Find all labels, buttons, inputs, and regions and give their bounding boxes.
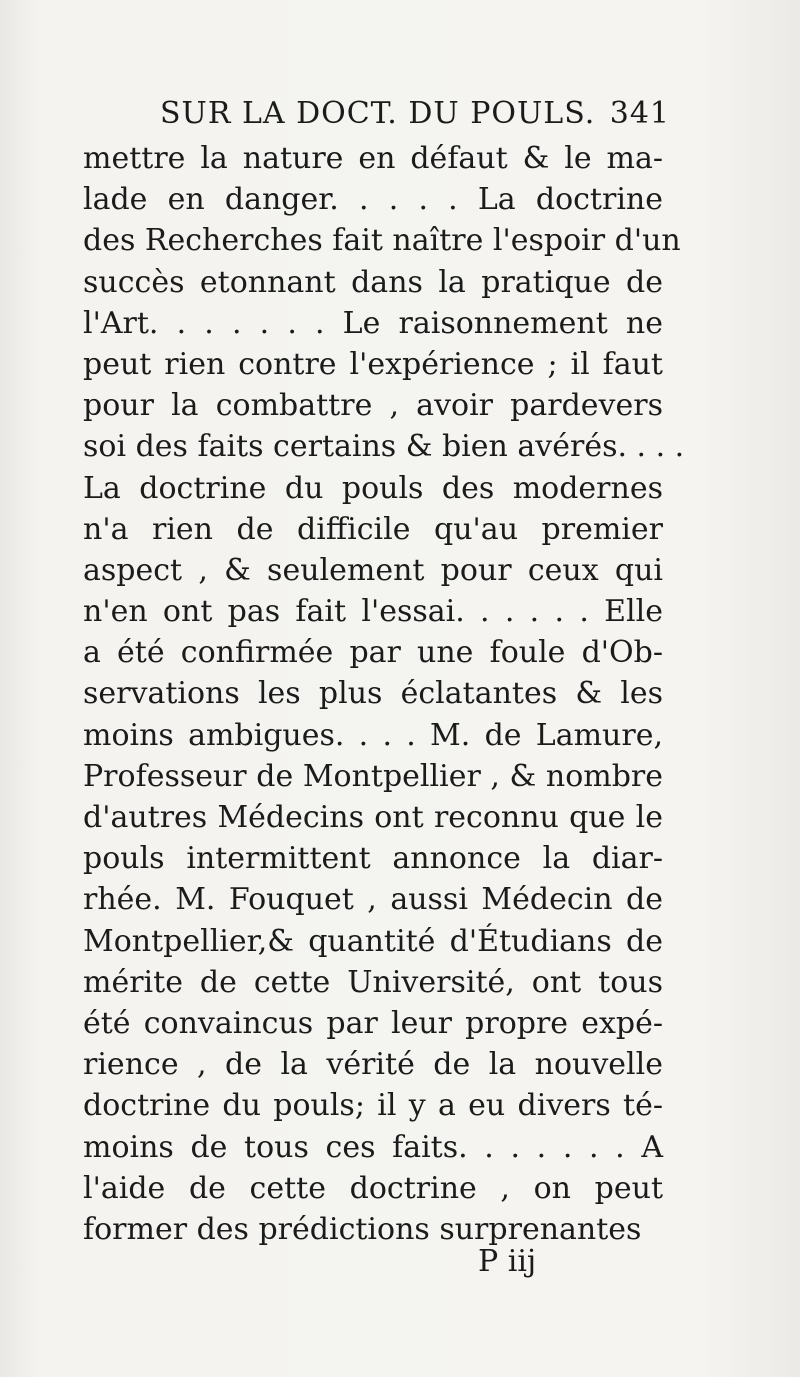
text-line: n'en ont pas fait l'essai. . . . . . Elle xyxy=(83,594,663,630)
text-line: n'a rien de difficile qu'au premier xyxy=(83,511,663,547)
text-line: l'Art. . . . . . . Le raisonnement ne xyxy=(83,305,663,341)
text-line: former des prédictions surprenantes xyxy=(83,1211,642,1247)
text-line: moins ambigues. . . . M. de Lamure, xyxy=(83,717,663,753)
text-line: pour la combattre , avoir pardevers xyxy=(83,388,663,424)
running-header xyxy=(160,96,670,131)
text-line: aspect , & seulement pour ceux qui xyxy=(83,552,663,588)
running-title: SUR LA DOCT. DU POULS. xyxy=(160,96,596,131)
text-line: rhée. M. Fouquet , aussi Médecin de xyxy=(83,882,663,918)
text-line: peut rien contre l'expérience ; il faut xyxy=(83,346,663,382)
page-number: 341 xyxy=(609,96,670,131)
text-line: mettre la nature en défaut & le ma- xyxy=(83,141,663,176)
text-line: pouls intermittent annonce la diar- xyxy=(83,841,663,877)
text-line: succès etonnant dans la pratique de xyxy=(83,264,663,300)
text-line: été convaincus par leur propre expé- xyxy=(83,1005,663,1041)
body-text xyxy=(83,138,685,1250)
text-line: des Recherches fait naître l'espoir d'un xyxy=(83,223,681,259)
text-line: lade en danger. . . . . La doctrine xyxy=(83,182,663,218)
text-line: Professeur de Montpellier , & nombre xyxy=(83,758,663,794)
text-line: moins de tous ces faits. . . . . . . A xyxy=(83,1129,663,1165)
text-line: rience , de la vérité de la nouvelle xyxy=(83,1047,663,1083)
text-line: La doctrine du pouls des modernes xyxy=(83,470,663,506)
text-line: d'autres Médecins ont reconnu que le xyxy=(83,800,663,835)
text-line: doctrine du pouls; il y a eu divers té- xyxy=(83,1088,663,1124)
text-line: soi des faits certains & bien avérés. . . . xyxy=(83,429,685,465)
text-line: servations les plus éclatantes & les xyxy=(83,676,663,712)
text-line: Montpellier,& quantité d'Étudians de xyxy=(83,923,663,959)
text-line: mérite de cette Université, ont tous xyxy=(83,964,663,1000)
text-line: a été confirmée par une foule d'Ob- xyxy=(83,635,663,671)
text-line: l'aide de cette doctrine , on peut xyxy=(83,1170,663,1206)
signature-mark: P iij xyxy=(478,1244,537,1279)
